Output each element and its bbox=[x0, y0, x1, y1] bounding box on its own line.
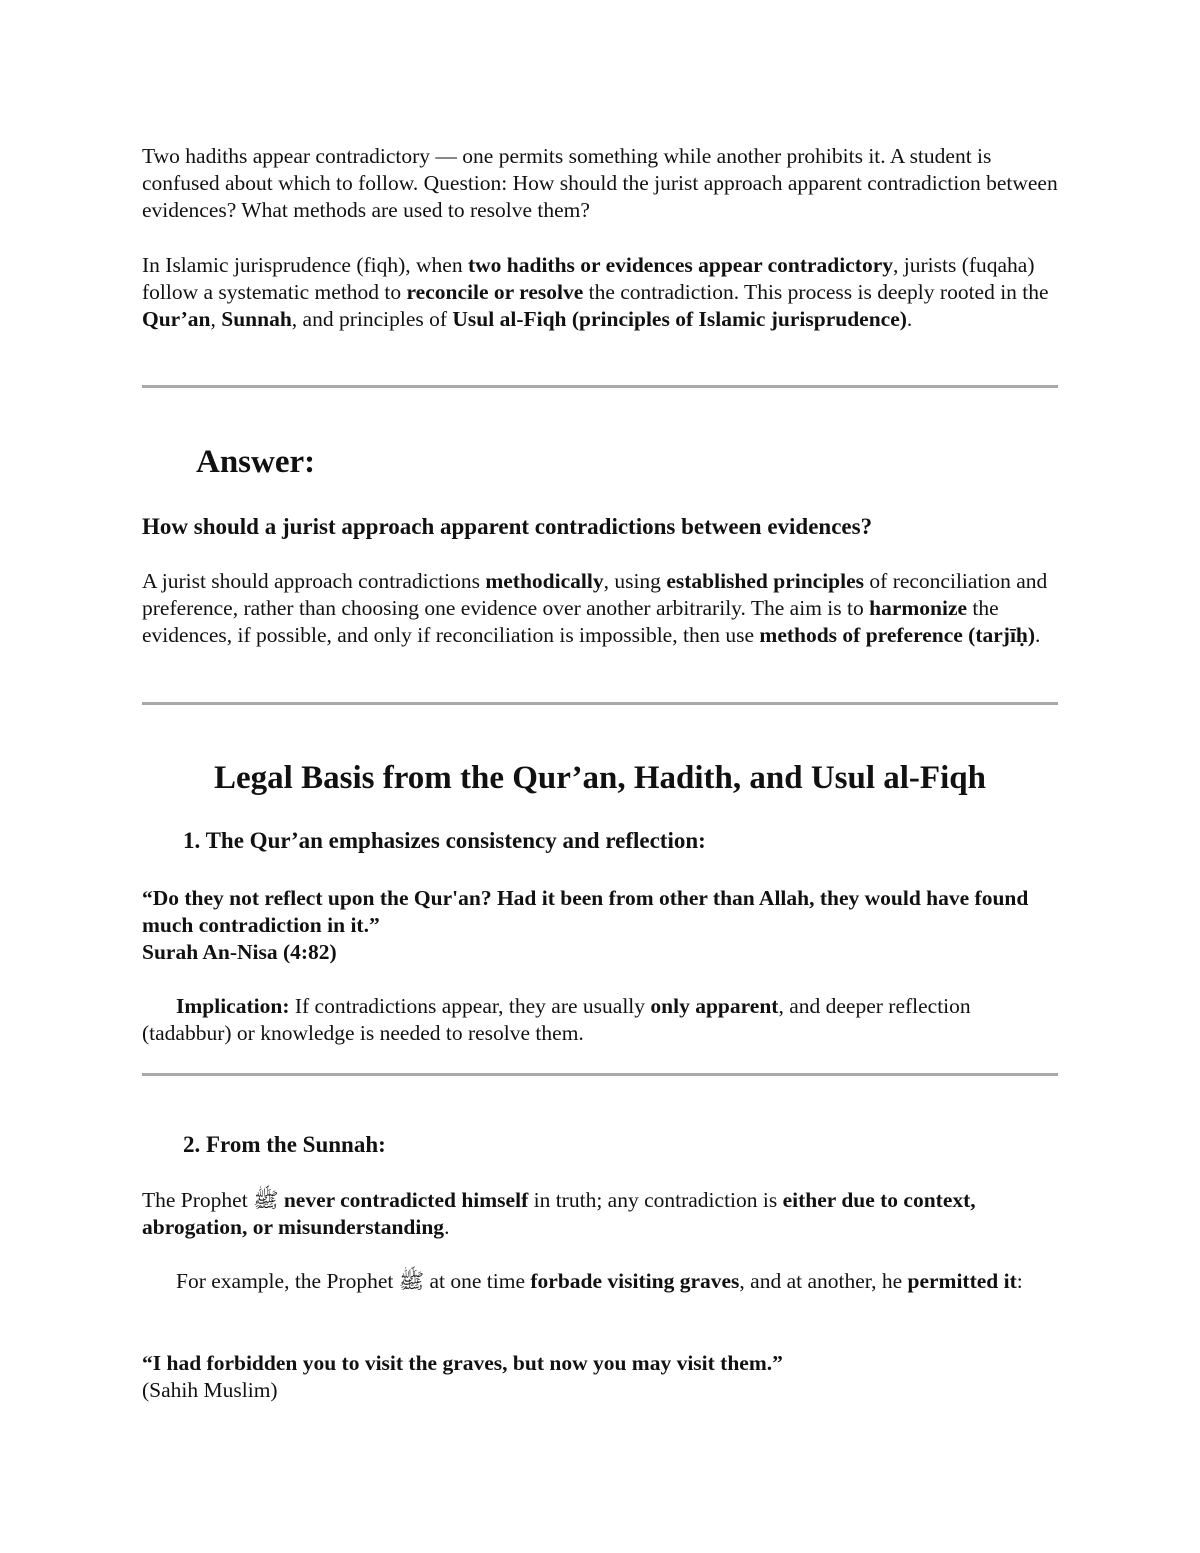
bold-text-run: methodically bbox=[485, 569, 604, 593]
bold-text-run: permitted it bbox=[907, 1269, 1017, 1293]
text-run: . bbox=[1035, 623, 1041, 647]
divider bbox=[142, 702, 1058, 705]
legal-basis-heading: Legal Basis from the Qur’an, Hadith, and Usul al-Fiqh bbox=[214, 760, 986, 796]
answer-subheading: How should a jurist approach apparent contradictions between evidences? bbox=[142, 514, 873, 539]
implication-label: Implication: bbox=[176, 994, 290, 1018]
context-paragraph bbox=[142, 252, 1062, 333]
text-run: , using bbox=[603, 569, 667, 593]
sunnah-subheading: 2. From the Sunnah: bbox=[183, 1132, 386, 1157]
bold-text-run: either due to context, abrogation, or misunderstanding bbox=[142, 1188, 976, 1239]
bold-text-run: Sunnah bbox=[221, 307, 292, 331]
text-run: at one time bbox=[424, 1269, 531, 1293]
text-run: , and deeper reflection (tadabbur) or knowledge is needed to resolve them. bbox=[142, 994, 971, 1045]
answer-paragraph bbox=[142, 568, 1062, 649]
bold-text-run: established principles bbox=[666, 569, 865, 593]
text-run: , and principles of bbox=[291, 307, 453, 331]
sunnah-example bbox=[142, 1268, 1062, 1295]
text-run: in truth; any contradiction is bbox=[528, 1188, 783, 1212]
divider bbox=[142, 385, 1058, 388]
sunnah-statement bbox=[142, 1187, 1062, 1241]
question-paragraph: Two hadiths appear contradictory — one permits something while another prohibits it. A student is confused about which to follow. Question: How should the jurist approach apparent contradiction between evidences? What methods are used to resolve them? bbox=[142, 144, 1058, 222]
hadith-source: (Sahih Muslim) bbox=[142, 1378, 278, 1402]
bold-text-run: two hadiths or evidences appear contradictory bbox=[467, 253, 893, 277]
pbuh-symbol: ﷺ bbox=[398, 1269, 425, 1293]
text-run: The Prophet bbox=[142, 1188, 254, 1212]
text-run: , jurists (fuqaha) follow a systematic method to bbox=[142, 253, 1035, 304]
text-run: of reconciliation and preference, rather than choosing one evidence over another arbitrarily. The aim is to bbox=[142, 569, 1048, 620]
quran-quote bbox=[142, 885, 1062, 966]
bold-text-run: Qur’an bbox=[142, 307, 211, 331]
text-run: : bbox=[1016, 1269, 1023, 1293]
bold-text-run: Usul al-Fiqh (principles of Islamic jurisprudence) bbox=[452, 307, 907, 331]
divider bbox=[142, 1073, 1058, 1076]
text-run: A jurist should approach contradictions bbox=[142, 569, 486, 593]
hadith-quote-block bbox=[142, 1350, 1062, 1404]
text-run: In Islamic jurisprudence (fiqh), when bbox=[142, 253, 468, 277]
bold-text-run: harmonize bbox=[869, 596, 968, 620]
text-run: . bbox=[906, 307, 913, 331]
text-run: the contradiction. This process is deeply rooted in the bbox=[583, 280, 1049, 304]
quote-reference: Surah An-Nisa (4:82) bbox=[142, 940, 337, 964]
text-run: , and at another, he bbox=[739, 1269, 908, 1293]
text-run: . bbox=[444, 1215, 450, 1239]
text-run: If contradictions appear, they are usually bbox=[289, 994, 651, 1018]
text-run: , bbox=[210, 307, 222, 331]
text-run: the evidences, if possible, and only if reconciliation is impossible, then use bbox=[142, 596, 999, 647]
quote-text: “Do they not reflect upon the Qur'an? Had it been from other than Allah, they would have found much contradiction in it.” bbox=[142, 886, 1029, 937]
bold-text-run: methods of preference (tarjīḥ) bbox=[759, 623, 1036, 647]
answer-heading: Answer: bbox=[196, 444, 316, 480]
bold-text-run: only apparent bbox=[650, 994, 779, 1018]
pbuh-symbol: ﷺ bbox=[253, 1188, 279, 1212]
hadith-quote: “I had forbidden you to visit the graves, but now you may visit them.” bbox=[142, 1351, 783, 1375]
quran-subheading: 1. The Qur’an emphasizes consistency and reflection: bbox=[183, 828, 706, 853]
bold-text-run: forbade visiting graves bbox=[530, 1269, 740, 1293]
implication-paragraph bbox=[142, 993, 1062, 1047]
bold-text-run: reconcile or resolve bbox=[406, 280, 584, 304]
text-run: For example, the Prophet bbox=[176, 1269, 399, 1293]
bold-text-run: never contradicted himself bbox=[283, 1188, 529, 1212]
